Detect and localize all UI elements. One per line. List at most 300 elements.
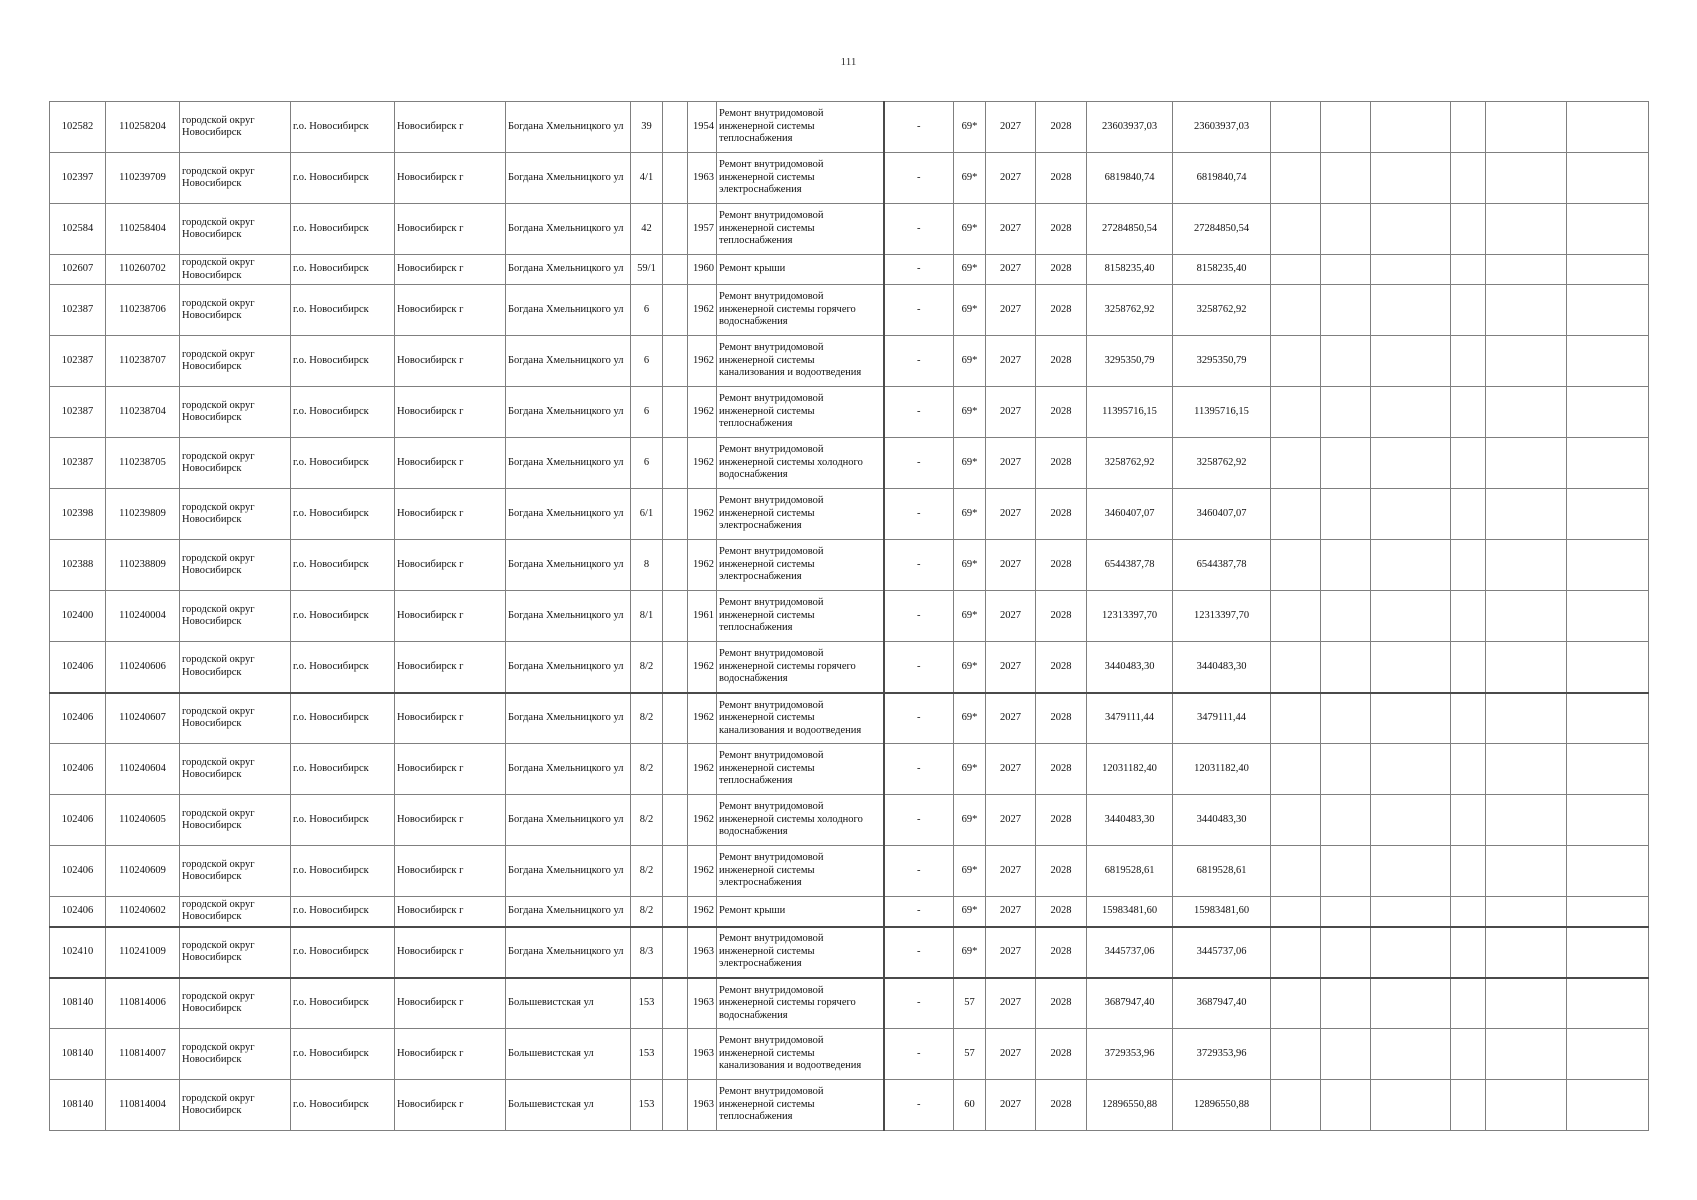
street-cell: Богдана Хмельницкого ул [506, 438, 631, 489]
street-cell: Богдана Хмельницкого ул [506, 204, 631, 255]
end-year-cell: 2028 [1036, 1029, 1087, 1080]
city-cell: Новосибирск г [395, 693, 506, 744]
cost-cell: 3440483,30 [1087, 642, 1173, 693]
wear-cell: 69* [954, 744, 986, 795]
end-year-cell: 2028 [1036, 102, 1087, 153]
cost-total-cell: 3445737,06 [1173, 927, 1271, 978]
empty-cell [1486, 591, 1567, 642]
district-cell: городской округ Новосибирск [180, 693, 291, 744]
work-type-cell: Ремонт внутридомовой инженерной системы теплоснабжения [717, 204, 884, 255]
start-year-cell: 2027 [986, 489, 1036, 540]
empty-cell [1371, 897, 1451, 927]
municipality-cell: г.о. Новосибирск [291, 897, 395, 927]
start-year-cell: 2027 [986, 927, 1036, 978]
empty-cell [1486, 438, 1567, 489]
empty-cell [1271, 1080, 1321, 1131]
cost-cell: 3258762,92 [1087, 285, 1173, 336]
table-row [50, 540, 1649, 591]
empty-cell [1321, 540, 1371, 591]
district-cell: городской округ Новосибирск [180, 387, 291, 438]
row-id-cell: 102406 [50, 693, 106, 744]
house-cell: 8 [631, 540, 663, 591]
empty-cell [1567, 846, 1649, 897]
house-cell: 153 [631, 1029, 663, 1080]
start-year-cell: 2027 [986, 255, 1036, 285]
work-type-cell: Ремонт крыши [717, 897, 884, 927]
house-cell: 8/2 [631, 795, 663, 846]
empty-cell [663, 438, 688, 489]
district-cell: городской округ Новосибирск [180, 1029, 291, 1080]
empty-cell [1371, 336, 1451, 387]
table-row [50, 744, 1649, 795]
empty-cell [1567, 897, 1649, 927]
row-id-cell: 102387 [50, 438, 106, 489]
start-year-cell: 2027 [986, 795, 1036, 846]
empty-cell [663, 336, 688, 387]
cost-total-cell: 3258762,92 [1173, 285, 1271, 336]
empty-cell [663, 540, 688, 591]
street-cell: Богдана Хмельницкого ул [506, 255, 631, 285]
municipality-cell: г.о. Новосибирск [291, 978, 395, 1029]
work-type-cell: Ремонт внутридомовой инженерной системы канализования и водоотведения [717, 693, 884, 744]
empty-cell [1486, 285, 1567, 336]
empty-cell [663, 1029, 688, 1080]
street-cell: Богдана Хмельницкого ул [506, 153, 631, 204]
city-cell: Новосибирск г [395, 642, 506, 693]
city-cell: Новосибирск г [395, 204, 506, 255]
empty-cell [1321, 489, 1371, 540]
municipality-cell: г.о. Новосибирск [291, 153, 395, 204]
empty-cell [1567, 744, 1649, 795]
empty-cell [663, 795, 688, 846]
row-code-cell: 110240602 [106, 897, 180, 927]
house-cell: 153 [631, 1080, 663, 1131]
empty-cell [1371, 642, 1451, 693]
work-type-cell: Ремонт внутридомовой инженерной системы электроснабжения [717, 489, 884, 540]
empty-cell [1321, 744, 1371, 795]
empty-cell [1271, 204, 1321, 255]
wear-cell: 69* [954, 255, 986, 285]
end-year-cell: 2028 [1036, 540, 1087, 591]
cost-cell: 3440483,30 [1087, 795, 1173, 846]
wear-cell: 57 [954, 1029, 986, 1080]
start-year-cell: 2027 [986, 693, 1036, 744]
dash-cell: - [884, 795, 954, 846]
table-row [50, 387, 1649, 438]
year-cell: 1962 [688, 897, 717, 927]
district-cell: городской округ Новосибирск [180, 255, 291, 285]
empty-cell [1486, 153, 1567, 204]
row-code-cell: 110814006 [106, 978, 180, 1029]
empty-cell [663, 387, 688, 438]
empty-cell [1451, 642, 1486, 693]
row-id-cell: 102406 [50, 795, 106, 846]
house-cell: 8/2 [631, 897, 663, 927]
empty-cell [663, 1080, 688, 1131]
row-code-cell: 110240004 [106, 591, 180, 642]
empty-cell [1371, 387, 1451, 438]
row-code-cell: 110241009 [106, 927, 180, 978]
empty-cell [1371, 693, 1451, 744]
wear-cell: 69* [954, 540, 986, 591]
street-cell: Богдана Хмельницкого ул [506, 744, 631, 795]
municipality-cell: г.о. Новосибирск [291, 336, 395, 387]
dash-cell: - [884, 1080, 954, 1131]
empty-cell [1567, 540, 1649, 591]
empty-cell [1371, 744, 1451, 795]
row-id-cell: 102397 [50, 153, 106, 204]
municipality-cell: г.о. Новосибирск [291, 795, 395, 846]
dash-cell: - [884, 540, 954, 591]
row-id-cell: 108140 [50, 1029, 106, 1080]
municipality-cell: г.о. Новосибирск [291, 255, 395, 285]
dash-cell: - [884, 591, 954, 642]
empty-cell [1371, 540, 1451, 591]
end-year-cell: 2028 [1036, 438, 1087, 489]
district-cell: городской округ Новосибирск [180, 336, 291, 387]
start-year-cell: 2027 [986, 387, 1036, 438]
empty-cell [1451, 540, 1486, 591]
empty-cell [1567, 795, 1649, 846]
year-cell: 1963 [688, 978, 717, 1029]
empty-cell [1321, 897, 1371, 927]
empty-cell [1371, 846, 1451, 897]
house-cell: 8/2 [631, 642, 663, 693]
work-type-cell: Ремонт внутридомовой инженерной системы электроснабжения [717, 153, 884, 204]
row-code-cell: 110238707 [106, 336, 180, 387]
empty-cell [1567, 489, 1649, 540]
empty-cell [1371, 102, 1451, 153]
empty-cell [1451, 1080, 1486, 1131]
cost-total-cell: 3440483,30 [1173, 795, 1271, 846]
empty-cell [1271, 102, 1321, 153]
cost-cell: 3295350,79 [1087, 336, 1173, 387]
district-cell: городской округ Новосибирск [180, 204, 291, 255]
row-code-cell: 110240604 [106, 744, 180, 795]
start-year-cell: 2027 [986, 102, 1036, 153]
row-id-cell: 102406 [50, 897, 106, 927]
house-cell: 6 [631, 336, 663, 387]
empty-cell [1271, 438, 1321, 489]
wear-cell: 69* [954, 897, 986, 927]
empty-cell [1271, 285, 1321, 336]
row-code-cell: 110240606 [106, 642, 180, 693]
city-cell: Новосибирск г [395, 153, 506, 204]
empty-cell [1567, 642, 1649, 693]
wear-cell: 69* [954, 438, 986, 489]
row-code-cell: 110260702 [106, 255, 180, 285]
end-year-cell: 2028 [1036, 255, 1087, 285]
district-cell: городской округ Новосибирск [180, 795, 291, 846]
street-cell: Большевистская ул [506, 978, 631, 1029]
street-cell: Богдана Хмельницкого ул [506, 387, 631, 438]
wear-cell: 60 [954, 1080, 986, 1131]
year-cell: 1962 [688, 336, 717, 387]
cost-total-cell: 6819528,61 [1173, 846, 1271, 897]
start-year-cell: 2027 [986, 336, 1036, 387]
wear-cell: 69* [954, 204, 986, 255]
empty-cell [1371, 204, 1451, 255]
empty-cell [1321, 795, 1371, 846]
empty-cell [1271, 897, 1321, 927]
table-row [50, 1080, 1649, 1131]
house-cell: 39 [631, 102, 663, 153]
dash-cell: - [884, 978, 954, 1029]
street-cell: Богдана Хмельницкого ул [506, 285, 631, 336]
row-code-cell: 110240605 [106, 795, 180, 846]
empty-cell [1321, 1029, 1371, 1080]
empty-cell [1451, 846, 1486, 897]
row-id-cell: 102410 [50, 927, 106, 978]
empty-cell [1486, 642, 1567, 693]
cost-total-cell: 27284850,54 [1173, 204, 1271, 255]
dash-cell: - [884, 336, 954, 387]
municipality-cell: г.о. Новосибирск [291, 642, 395, 693]
street-cell: Большевистская ул [506, 1029, 631, 1080]
street-cell: Богдана Хмельницкого ул [506, 489, 631, 540]
row-code-cell: 110238704 [106, 387, 180, 438]
city-cell: Новосибирск г [395, 1029, 506, 1080]
work-type-cell: Ремонт внутридомовой инженерной системы холодного водоснабжения [717, 795, 884, 846]
empty-cell [663, 255, 688, 285]
city-cell: Новосибирск г [395, 285, 506, 336]
district-cell: городской округ Новосибирск [180, 153, 291, 204]
cost-cell: 3258762,92 [1087, 438, 1173, 489]
year-cell: 1963 [688, 1029, 717, 1080]
municipality-cell: г.о. Новосибирск [291, 387, 395, 438]
city-cell: Новосибирск г [395, 927, 506, 978]
house-cell: 8/3 [631, 927, 663, 978]
empty-cell [1567, 693, 1649, 744]
row-id-cell: 102406 [50, 642, 106, 693]
table-row [50, 795, 1649, 846]
district-cell: городской округ Новосибирск [180, 285, 291, 336]
dash-cell: - [884, 846, 954, 897]
table-row [50, 897, 1649, 927]
wear-cell: 69* [954, 927, 986, 978]
wear-cell: 69* [954, 846, 986, 897]
empty-cell [1271, 540, 1321, 591]
house-cell: 6 [631, 438, 663, 489]
dash-cell: - [884, 744, 954, 795]
empty-cell [1371, 1029, 1451, 1080]
cost-cell: 11395716,15 [1087, 387, 1173, 438]
empty-cell [1271, 387, 1321, 438]
cost-total-cell: 3258762,92 [1173, 438, 1271, 489]
work-type-cell: Ремонт внутридомовой инженерной системы горячего водоснабжения [717, 642, 884, 693]
empty-cell [1567, 927, 1649, 978]
empty-cell [1451, 744, 1486, 795]
empty-cell [1567, 591, 1649, 642]
empty-cell [663, 285, 688, 336]
work-type-cell: Ремонт внутридомовой инженерной системы теплоснабжения [717, 1080, 884, 1131]
empty-cell [1486, 540, 1567, 591]
municipality-cell: г.о. Новосибирск [291, 1029, 395, 1080]
cost-cell: 3479111,44 [1087, 693, 1173, 744]
municipality-cell: г.о. Новосибирск [291, 489, 395, 540]
end-year-cell: 2028 [1036, 1080, 1087, 1131]
cost-cell: 6544387,78 [1087, 540, 1173, 591]
empty-cell [1486, 1029, 1567, 1080]
table-row [50, 591, 1649, 642]
city-cell: Новосибирск г [395, 1080, 506, 1131]
city-cell: Новосибирск г [395, 978, 506, 1029]
empty-cell [1371, 438, 1451, 489]
empty-cell [1321, 927, 1371, 978]
table-row [50, 285, 1649, 336]
year-cell: 1961 [688, 591, 717, 642]
row-code-cell: 110239709 [106, 153, 180, 204]
table-row [50, 336, 1649, 387]
page-number: 111 [840, 56, 857, 68]
street-cell: Богдана Хмельницкого ул [506, 102, 631, 153]
end-year-cell: 2028 [1036, 744, 1087, 795]
end-year-cell: 2028 [1036, 153, 1087, 204]
dash-cell: - [884, 102, 954, 153]
table-row [50, 642, 1649, 693]
row-id-cell: 102387 [50, 387, 106, 438]
wear-cell: 69* [954, 795, 986, 846]
cost-cell: 12896550,88 [1087, 1080, 1173, 1131]
empty-cell [1486, 978, 1567, 1029]
end-year-cell: 2028 [1036, 795, 1087, 846]
cost-total-cell: 3440483,30 [1173, 642, 1271, 693]
municipality-cell: г.о. Новосибирск [291, 204, 395, 255]
street-cell: Большевистская ул [506, 1080, 631, 1131]
end-year-cell: 2028 [1036, 204, 1087, 255]
city-cell: Новосибирск г [395, 255, 506, 285]
work-type-cell: Ремонт внутридомовой инженерной системы горячего водоснабжения [717, 285, 884, 336]
row-id-cell: 102388 [50, 540, 106, 591]
street-cell: Богдана Хмельницкого ул [506, 540, 631, 591]
work-type-cell: Ремонт внутридомовой инженерной системы теплоснабжения [717, 102, 884, 153]
empty-cell [1567, 204, 1649, 255]
cost-cell: 6819840,74 [1087, 153, 1173, 204]
year-cell: 1954 [688, 102, 717, 153]
work-type-cell: Ремонт внутридомовой инженерной системы канализования и водоотведения [717, 1029, 884, 1080]
table-row [50, 489, 1649, 540]
start-year-cell: 2027 [986, 1080, 1036, 1131]
empty-cell [1271, 642, 1321, 693]
cost-total-cell: 12313397,70 [1173, 591, 1271, 642]
empty-cell [1321, 1080, 1371, 1131]
start-year-cell: 2027 [986, 846, 1036, 897]
start-year-cell: 2027 [986, 744, 1036, 795]
cost-cell: 23603937,03 [1087, 102, 1173, 153]
row-id-cell: 102406 [50, 744, 106, 795]
cost-total-cell: 12896550,88 [1173, 1080, 1271, 1131]
empty-cell [1321, 846, 1371, 897]
empty-cell [1567, 285, 1649, 336]
empty-cell [1371, 255, 1451, 285]
house-cell: 8/1 [631, 591, 663, 642]
work-type-cell: Ремонт внутридомовой инженерной системы электроснабжения [717, 846, 884, 897]
row-id-cell: 102584 [50, 204, 106, 255]
empty-cell [1486, 795, 1567, 846]
row-id-cell: 108140 [50, 978, 106, 1029]
work-type-cell: Ремонт внутридомовой инженерной системы теплоснабжения [717, 744, 884, 795]
row-code-cell: 110814007 [106, 1029, 180, 1080]
empty-cell [1451, 897, 1486, 927]
end-year-cell: 2028 [1036, 846, 1087, 897]
end-year-cell: 2028 [1036, 591, 1087, 642]
empty-cell [1321, 438, 1371, 489]
year-cell: 1960 [688, 255, 717, 285]
start-year-cell: 2027 [986, 204, 1036, 255]
street-cell: Богдана Хмельницкого ул [506, 897, 631, 927]
house-cell: 8/2 [631, 693, 663, 744]
work-type-cell: Ремонт внутридомовой инженерной системы теплоснабжения [717, 591, 884, 642]
table-row [50, 255, 1649, 285]
end-year-cell: 2028 [1036, 387, 1087, 438]
district-cell: городской округ Новосибирск [180, 591, 291, 642]
year-cell: 1962 [688, 285, 717, 336]
empty-cell [1321, 387, 1371, 438]
empty-cell [1271, 693, 1321, 744]
table-row [50, 438, 1649, 489]
empty-cell [1271, 489, 1321, 540]
empty-cell [1321, 102, 1371, 153]
district-cell: городской округ Новосибирск [180, 846, 291, 897]
cost-total-cell: 3460407,07 [1173, 489, 1271, 540]
empty-cell [663, 204, 688, 255]
empty-cell [1486, 927, 1567, 978]
municipality-cell: г.о. Новосибирск [291, 285, 395, 336]
empty-cell [663, 153, 688, 204]
city-cell: Новосибирск г [395, 387, 506, 438]
empty-cell [663, 591, 688, 642]
row-id-cell: 102406 [50, 846, 106, 897]
empty-cell [663, 897, 688, 927]
dash-cell: - [884, 285, 954, 336]
empty-cell [1451, 285, 1486, 336]
wear-cell: 69* [954, 693, 986, 744]
street-cell: Богдана Хмельницкого ул [506, 795, 631, 846]
municipality-cell: г.о. Новосибирск [291, 693, 395, 744]
wear-cell: 69* [954, 336, 986, 387]
row-code-cell: 110258404 [106, 204, 180, 255]
district-cell: городской округ Новосибирск [180, 438, 291, 489]
empty-cell [1451, 693, 1486, 744]
empty-cell [1451, 927, 1486, 978]
year-cell: 1962 [688, 387, 717, 438]
year-cell: 1963 [688, 153, 717, 204]
dash-cell: - [884, 897, 954, 927]
district-cell: городской округ Новосибирск [180, 540, 291, 591]
row-code-cell: 110240609 [106, 846, 180, 897]
end-year-cell: 2028 [1036, 642, 1087, 693]
year-cell: 1957 [688, 204, 717, 255]
house-cell: 6/1 [631, 489, 663, 540]
empty-cell [663, 642, 688, 693]
empty-cell [1271, 336, 1321, 387]
empty-cell [1451, 102, 1486, 153]
empty-cell [1451, 489, 1486, 540]
cost-total-cell: 3479111,44 [1173, 693, 1271, 744]
empty-cell [1271, 255, 1321, 285]
municipality-cell: г.о. Новосибирск [291, 927, 395, 978]
empty-cell [1451, 255, 1486, 285]
start-year-cell: 2027 [986, 438, 1036, 489]
city-cell: Новосибирск г [395, 795, 506, 846]
year-cell: 1963 [688, 1080, 717, 1131]
empty-cell [1567, 336, 1649, 387]
end-year-cell: 2028 [1036, 336, 1087, 387]
year-cell: 1962 [688, 846, 717, 897]
empty-cell [663, 693, 688, 744]
cost-total-cell: 23603937,03 [1173, 102, 1271, 153]
empty-cell [1486, 204, 1567, 255]
